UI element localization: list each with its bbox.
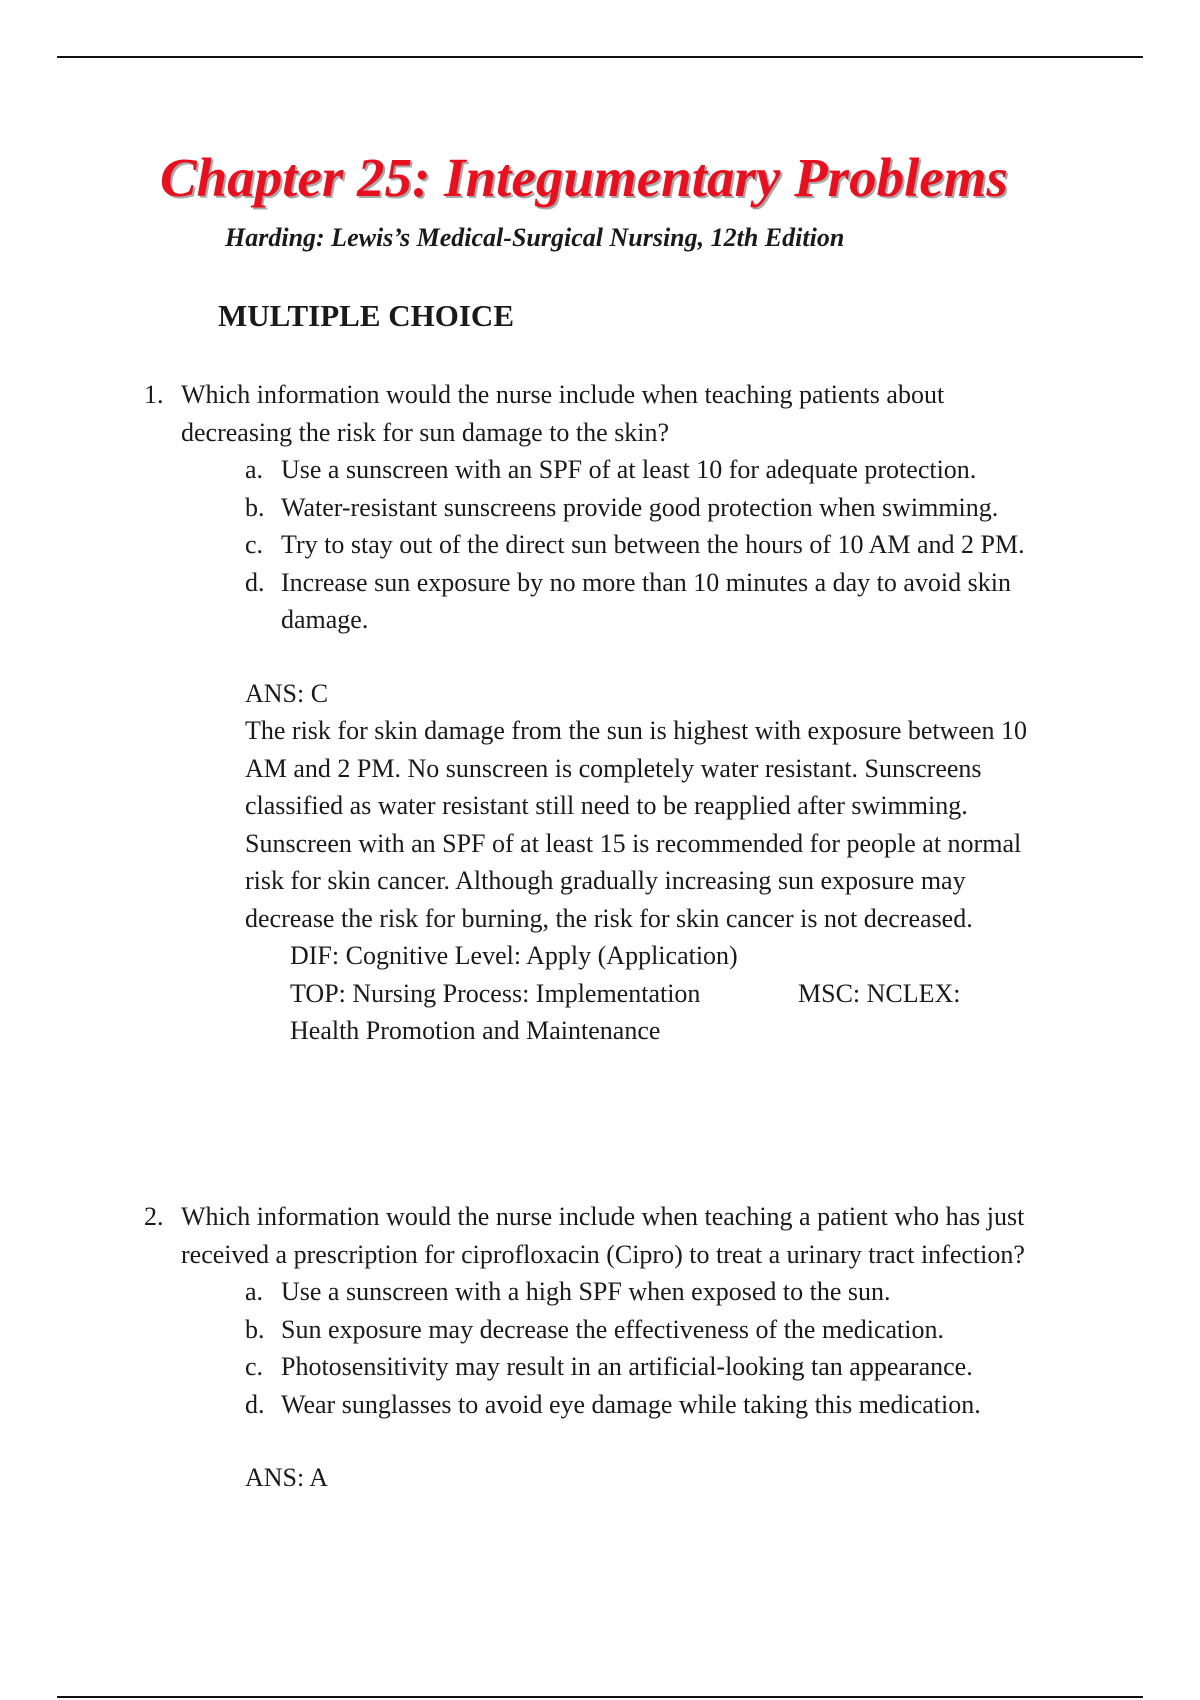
option-text: Try to stay out of the direct sun between the hours of 10 AM and 2 PM.	[281, 530, 1025, 559]
option-text: Use a sunscreen with a high SPF when exposed to the sun.	[281, 1277, 891, 1306]
question-text: Which information would the nurse include when teaching a patient who has just received a prescription for ciprofloxacin (Cipro) to treat a urinary tract infection?	[181, 1202, 1025, 1269]
option-d	[0, 1386, 1041, 1424]
section-heading: MULTIPLE CHOICE	[218, 298, 514, 333]
option-a	[0, 451, 1041, 489]
option-text: Use a sunscreen with an SPF of at least 10 for adequate protection.	[281, 455, 977, 484]
option-text: Wear sunglasses to avoid eye damage while taking this medication.	[281, 1389, 981, 1419]
topic-tag: TOP: Nursing Process: Implementation	[290, 978, 701, 1008]
option-letter: b.	[245, 1314, 265, 1344]
msc-category: Health Promotion and Maintenance	[290, 1016, 661, 1045]
question-metadata	[290, 937, 1200, 1050]
question-stem	[0, 1198, 1061, 1273]
question-number: 2.	[144, 1202, 164, 1231]
msc-tag: MSC: NCLEX:	[798, 978, 961, 1008]
option-letter: c.	[245, 1352, 264, 1381]
option-letter: a.	[245, 1277, 264, 1306]
question-1	[0, 376, 1200, 1050]
question-stem	[0, 376, 1061, 451]
option-text: Photosensitivity may result in an artificial-looking tan appearance.	[281, 1352, 973, 1381]
option-letter: b.	[245, 492, 265, 522]
chapter-title: Chapter 25: Integumentary Problems	[160, 147, 1008, 208]
option-a	[0, 1273, 1041, 1311]
question-text: Which information would the nurse include when teaching patients about decreasing the risk for sun damage to the skin?	[181, 380, 945, 447]
top-divider	[57, 56, 1143, 58]
option-text: Increase sun exposure by no more than 10 minutes a day to avoid skin damage.	[281, 567, 1011, 634]
option-text: Water-resistant sunscreens provide good protection when swimming.	[281, 492, 999, 522]
option-letter: c.	[245, 530, 264, 559]
answer-key: ANS: C	[245, 678, 329, 708]
option-letter: d.	[245, 1389, 265, 1419]
question-number: 1.	[144, 380, 164, 409]
options-list	[0, 451, 1200, 639]
option-d	[0, 564, 1041, 639]
rationale: The risk for skin damage from the sun is highest with exposure between 10 AM and 2 PM. No sunscreen is completely water resistant. Sunscreens classified as water resistant still need to be reapplied after swimming. Sunscreen with an SPF of at least 15 is recommended for people at normal risk for skin cancer. Although gradually increasing sun exposure may decrease the risk for burning, the risk for skin cancer is not decreased.	[245, 716, 1027, 933]
question-2	[0, 1198, 1200, 1497]
answer-key: ANS: A	[245, 1463, 329, 1492]
option-text: Sun exposure may decrease the effectiveness of the medication.	[281, 1314, 944, 1344]
bottom-divider	[57, 1696, 1143, 1698]
difficulty-level: DIF: Cognitive Level: Apply (Application)	[290, 941, 738, 970]
option-b	[0, 489, 1041, 527]
option-c	[0, 1348, 1041, 1386]
book-subtitle: Harding: Lewis’s Medical-Surgical Nursing, 12th Edition	[225, 223, 845, 252]
option-c	[0, 526, 1041, 564]
option-letter: d.	[245, 567, 265, 597]
option-letter: a.	[245, 455, 264, 484]
option-b	[0, 1311, 1041, 1349]
options-list	[0, 1273, 1200, 1423]
